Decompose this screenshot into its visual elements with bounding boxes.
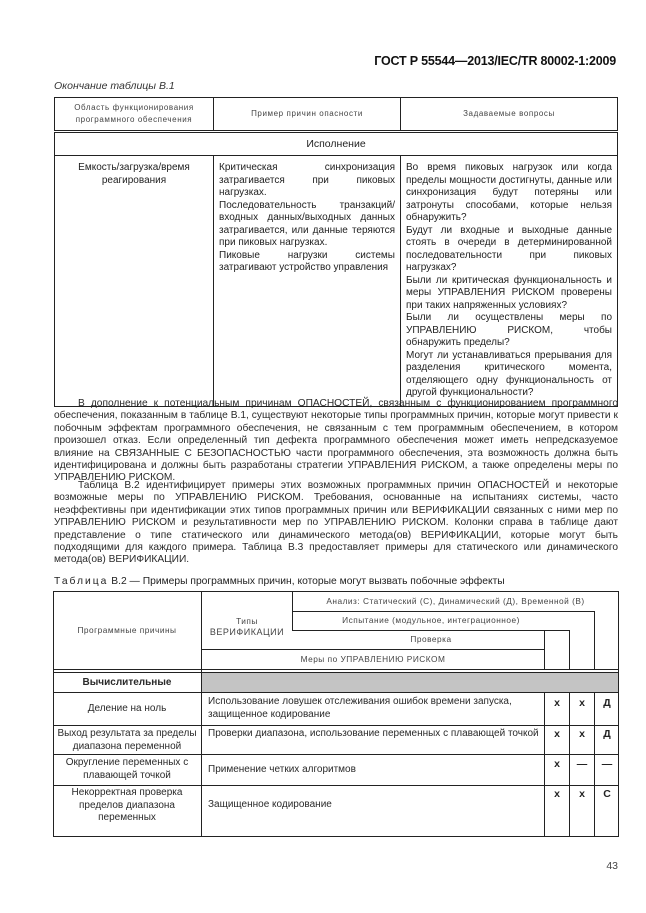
border-line: [53, 725, 619, 726]
border-line: [53, 836, 619, 837]
row-testing-mark: x: [579, 697, 585, 709]
row-testing-mark: x: [579, 788, 585, 800]
border-line: [594, 611, 595, 649]
table-b1-causes-cell: [214, 156, 401, 407]
table-b1-section-row: [55, 132, 618, 156]
header-testing: Испытание (модульное, интеграционное): [342, 615, 520, 625]
paragraph-2: [54, 480, 618, 567]
row-analysis-mark: —: [601, 758, 613, 770]
row-measure: Проверки диапазона, использование переменных с плавающей точкой: [208, 728, 539, 739]
border-line: [594, 649, 595, 669]
border-line: [201, 649, 545, 650]
cause-text: Пиковые нагрузки системы затрагивают устройство управления: [219, 249, 395, 273]
border-line: [569, 630, 570, 649]
row-inspection-mark: x: [554, 758, 560, 770]
question-text: Были ли критическая функциональность и меры УПРАВЛЕНИЯ РИСКОМ проверены при таких напряженных условиях?: [406, 274, 612, 311]
row-analysis-mark: Д: [603, 728, 611, 740]
row-analysis-mark: Д: [603, 697, 611, 709]
border-line: [292, 630, 570, 631]
header-types-line1: Типы: [236, 616, 258, 626]
border-line: [292, 611, 595, 612]
cause-text: Последовательность транзакций/входных данных/выходных данных затрагивается, или данные теряются при пиковых нагрузках.: [219, 199, 395, 248]
border-line: [53, 754, 619, 755]
table-row: [55, 156, 618, 407]
row-analysis-mark: С: [603, 788, 611, 800]
paragraph-1: [54, 398, 618, 485]
table-b1-col-area: Область функционирования программного обеспечения: [55, 98, 214, 132]
header-inspection: Проверка: [410, 634, 452, 644]
table-b1-header-row: [55, 98, 618, 132]
border-line: [53, 669, 619, 670]
header-causes: Программные причины: [77, 625, 177, 635]
border-line: [53, 692, 619, 693]
border-line: [569, 649, 570, 669]
row-inspection-mark: x: [554, 697, 560, 709]
row-cause: Некорректная проверка пределов диапазона переменных: [71, 787, 183, 823]
section-shading: [202, 673, 618, 692]
table-b1: [54, 97, 618, 407]
row-measure: Защищенное кодирование: [208, 799, 332, 810]
paragraph-text: В дополнение к потенциальным причинам ОПАСНОСТЕЙ, связанным с функционированием программного обеспечения, показанным в таблице В.1, существуют некоторые типы программных причин, которые могут привести к побочным эффектам программного обеспечения, не связанным с тем программным обеспечением, в котором произошел отказ. Если определенный тип дефекта программного обеспечения может иметь непредсказуемое влияние на СВЯЗАННЫЕ С БЕЗОПАСНОСТЬЮ части программного обеспечения, эта возможность должна быть идентифицирована и должны быть разработаны стратегии УПРАВЛЕНИЯ РИСКОМ, а также определены меры по УПРАВЛЕНИЮ РИСКОМ.: [54, 398, 618, 484]
question-text: Могут ли устанавливаться прерывания для разделения критического момента, отделяющего одну функциональность от другой функциональности?: [406, 349, 612, 398]
header-analysis: Анализ: Статический (С), Динамический (Д), Временной (В): [326, 596, 585, 606]
header-measures: Меры по УПРАВЛЕНИЮ РИСКОМ: [300, 654, 446, 664]
header-types-line2: ВЕРИФИКАЦИИ: [209, 627, 285, 637]
table-b2: [53, 591, 619, 837]
section-computational: Вычислительные: [82, 677, 172, 688]
row-measure: Применение четких алгоритмов: [208, 764, 356, 775]
table-b1-col-questions: Задаваемые вопросы: [401, 98, 618, 132]
row-cause: Округление переменных с плавающей точкой: [65, 757, 189, 781]
border-line: [53, 591, 619, 592]
border-line: [618, 591, 619, 837]
cause-text: Критическая синхронизация затрагивается при пиковых нагрузках.: [219, 162, 395, 198]
row-testing-mark: —: [576, 758, 588, 770]
table-b1-area-cell: Емкость/загрузка/время реагирования: [55, 156, 214, 407]
table-b1-questions-cell: [401, 156, 618, 407]
question-text: Во время пиковых нагрузок или когда пределы мощности достигнуты, данные или синхронизация будут потеряны или затронуты способами, которые нельзя обнаружить?: [406, 162, 612, 223]
question-text: Были ли осуществлены меры по УПРАВЛЕНИЮ РИСКОМ, чтобы обнаружить пределы?: [406, 312, 612, 348]
row-inspection-mark: x: [554, 728, 560, 740]
table-b2-caption: [54, 576, 505, 587]
row-measure: Использование ловушек отслеживания ошибок времени запуска, защищенное кодирование: [208, 696, 512, 720]
standard-identifier: ГОСТ Р 55544—2013/IEC/TR 80002-1:2009: [374, 54, 616, 68]
border-line: [53, 785, 619, 786]
table-b2-caption-text: В.2 — Примеры программных причин, которые могут вызвать побочные эффекты: [108, 576, 505, 587]
row-inspection-mark: x: [554, 788, 560, 800]
table-b1-col-causes: Пример причин опасности: [214, 98, 401, 132]
paragraph-text: Таблица В.2 идентифицирует примеры этих возможных программных причин ОПАСНОСТЕЙ и некоторые возможные меры по УПРАВЛЕНИЮ РИСКОМ. Требования, основанные на испытаниях системы, часто неэффективны при идентификации этих типов программных причин или ВЕРИФИКАЦИИ связанных с ними мер по УПРАВЛЕНИЮ РИСКОМ и результативности мер по УПРАВЛЕНИЮ РИСКОМ. Колонки справа в таблице дают представление о типе статического или динамического метода(ов) ВЕРИФИКАЦИИ, которые могут быть подходящими для каждого примера. Таблица В.3 предоставляет примеры для статического или динамического метода(ов) ВЕРИФИКАЦИИ.: [54, 480, 618, 566]
page-number: 43: [606, 860, 618, 872]
row-testing-mark: x: [579, 728, 585, 740]
row-cause: Выход результата за пределы диапазона переменной: [57, 728, 197, 752]
table-b1-section-title: Исполнение: [55, 132, 618, 156]
table-b1-caption: Окончание таблицы В.1: [54, 80, 175, 92]
table-b2-caption-prefix: Таблица: [54, 576, 109, 587]
question-text: Будут ли входные и выходные данные стоять в очереди в детерминированной последовательности при пиковых нагрузках?: [406, 224, 612, 273]
row-cause: Деление на ноль: [87, 703, 167, 714]
